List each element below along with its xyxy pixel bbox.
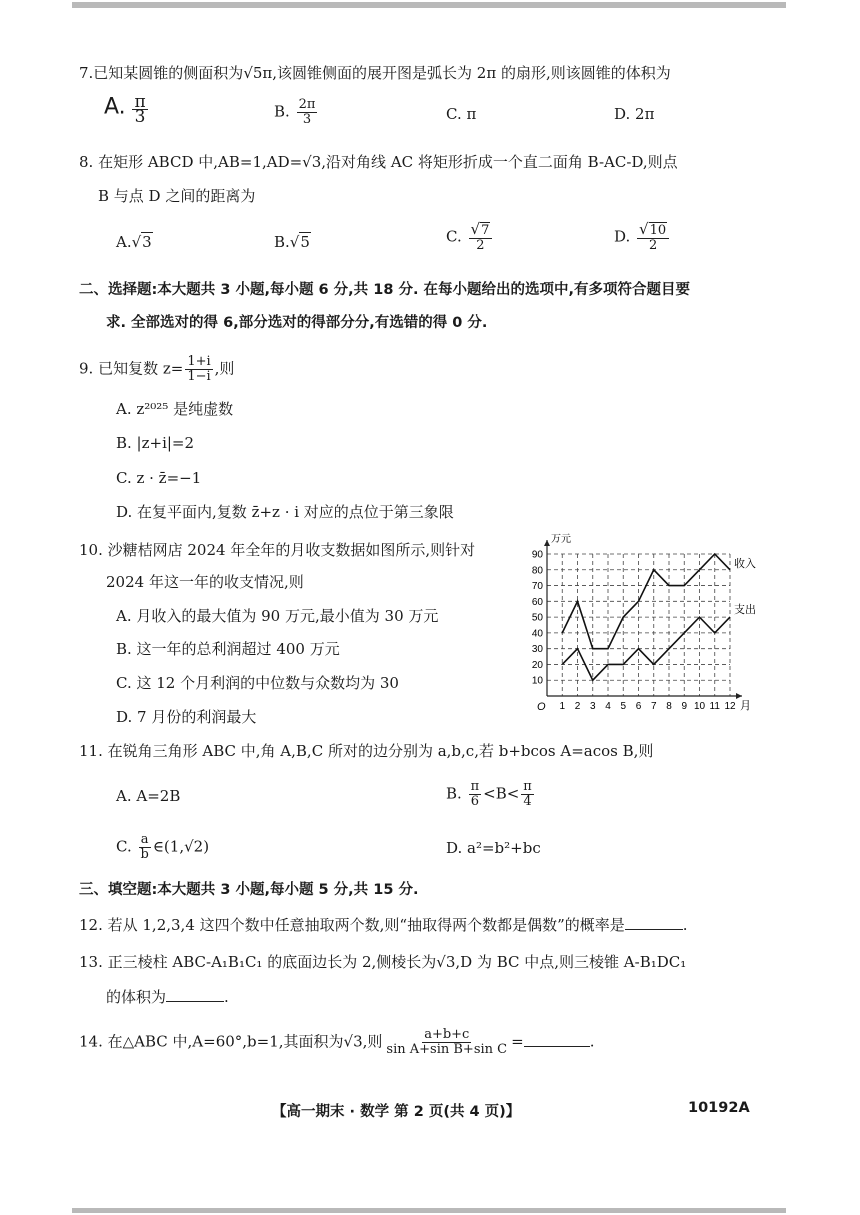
- q8-option-d-fraction: $\frac{√10}{2}$: [637, 222, 669, 253]
- y-tick-label: 60: [531, 596, 543, 608]
- y-axis-title: 万元: [551, 534, 571, 545]
- page-footer-code: 10192A: [688, 1100, 750, 1116]
- q7-option-b: B. $\frac{2\pi}{3}$: [274, 97, 316, 127]
- x-axis-title: 月: [740, 700, 751, 712]
- top-scan-border: [72, 2, 786, 8]
- section3-heading: 三、填空题:本大题共 3 小题,每小题 5 分,共 15 分.: [79, 882, 419, 898]
- q7-option-a-fraction: $\frac{\pi}{3}$: [134, 92, 146, 127]
- q8-option-b: B.√5: [274, 233, 310, 251]
- q11-option-a: A. A=2B: [116, 787, 181, 805]
- q10-stem-line1: 10. 沙糖桔网店 2024 年全年的月收支数据如图所示,则针对: [79, 541, 476, 559]
- x-tick-label: 7: [650, 701, 657, 712]
- y-tick-label: 20: [531, 659, 543, 671]
- q12-stem: 12. 若从 1,2,3,4 这四个数中任意抽取两个数,则“抽取得两个数都是偶数”的概率是 .: [79, 916, 688, 934]
- q11-option-b: B. $\frac{\pi}{6}$ <B< $\frac{\pi}{4}$: [446, 779, 532, 809]
- bottom-scan-border: [72, 1208, 786, 1213]
- page-footer-title: 【高一期末 · 数学 第 2 页(共 4 页)】: [272, 1104, 521, 1120]
- q7-option-c: C. π: [446, 105, 477, 123]
- q10-option-c: C. 这 12 个月利润的中位数与众数均为 30: [116, 674, 399, 692]
- q7-option-d: D. 2π: [614, 105, 655, 123]
- q10-option-d: D. 7 月份的利润最大: [116, 708, 257, 726]
- x-tick-label: 12: [724, 701, 736, 712]
- x-tick-label: 3: [589, 701, 596, 712]
- y-tick-label: 90: [531, 549, 543, 561]
- q11-stem: 11. 在锐角三角形 ABC 中,角 A,B,C 所对的边分别为 a,b,c,若 b+bcos A=acos B,则: [79, 742, 654, 760]
- q13-stem-line2: 的体积为 .: [106, 988, 229, 1006]
- y-tick-label: 30: [531, 644, 543, 656]
- q7-stem: 7.已知某圆锥的侧面积为√5π,该圆锥侧面的展开图是弧长为 2π 的扇形,则该圆锥的体积为: [79, 64, 671, 82]
- x-tick-label: 10: [693, 701, 706, 712]
- section2-heading-line1: 二、选择题:本大题共 3 小题,每小题 6 分,共 18 分. 在每小题给出的选项中,有多项符合题目要: [79, 282, 691, 298]
- q9-stem: 9. 已知复数 z= $\frac{1+i}{1-i}$ ,则: [79, 354, 235, 384]
- y-tick-label: 40: [531, 628, 543, 640]
- x-tick-label: 11: [709, 701, 720, 712]
- origin-label: O: [537, 701, 546, 713]
- y-tick-label: 70: [531, 581, 543, 593]
- x-tick-label: 8: [666, 701, 672, 712]
- x-tick-label: 1: [559, 701, 566, 712]
- y-tick-label: 10: [531, 675, 543, 687]
- q14-fraction: $\frac{a+b+c}{\text{sin A+sin B+sin C}}$: [386, 1027, 508, 1057]
- q11-option-c: C. $\frac{a}{b}$ ∈(1,√2): [116, 832, 210, 862]
- x-tick-label: 6: [635, 701, 642, 712]
- x-tick-label: 2: [574, 701, 581, 712]
- q8-option-d: D. $\frac{√10}{2}$: [614, 222, 671, 253]
- q11-option-d: D. a²=b²+bc: [446, 839, 541, 857]
- q11-b-right-fraction: $\frac{\pi}{4}$: [523, 779, 532, 809]
- y-tick-label: 80: [531, 565, 543, 577]
- y-axis-arrow: [544, 540, 550, 546]
- q10-stem-line2: 2024 年这一年的收支情况,则: [106, 573, 304, 591]
- q11-c-fraction: $\frac{a}{b}$: [140, 832, 149, 862]
- x-axis-arrow: [736, 693, 742, 699]
- x-tick-label: 9: [681, 701, 688, 712]
- y-tick-label: 50: [531, 612, 543, 624]
- q9-option-d: D. 在复平面内,复数 z̄+z · i 对应的点位于第三象限: [116, 503, 454, 521]
- x-tick-label: 4: [605, 701, 611, 712]
- q8-option-c-fraction: $\frac{√7}{2}$: [469, 222, 493, 253]
- q11-b-left-fraction: $\frac{\pi}{6}$: [470, 779, 480, 809]
- x-tick-label: 5: [620, 701, 627, 712]
- q9-fraction: $\frac{1+i}{1-i}$: [187, 354, 211, 384]
- q14-stem: 14. 在△ABC 中,A=60°,b=1,其面积为√3,则 $\frac{a+b+c}{\text{sin A+sin B+sin C}}$ = .: [79, 1027, 595, 1057]
- q8-stem-line2: B 与点 D 之间的距离为: [98, 187, 256, 205]
- income-expense-line-chart: [525, 530, 775, 720]
- q8-option-a: A.√3: [116, 233, 152, 251]
- series-label-1: 支出: [734, 604, 756, 617]
- q7-option-a-letter: A.: [104, 94, 126, 120]
- q14-answer-blank[interactable]: [524, 1032, 590, 1047]
- q8-stem-line1: 8. 在矩形 ABCD 中,AB=1,AD=√3,沿对角线 AC 将矩形折成一个直二面角 B-AC-D,则点: [79, 153, 678, 171]
- q8-option-c: C. $\frac{√7}{2}$: [446, 222, 494, 253]
- series-label-0: 收入: [734, 557, 756, 570]
- q10-option-b: B. 这一年的总利润超过 400 万元: [116, 640, 340, 658]
- q7-option-a: [104, 92, 150, 127]
- q12-answer-blank[interactable]: [625, 915, 683, 930]
- q10-option-a: A. 月收入的最大值为 90 万元,最小值为 30 万元: [116, 607, 439, 625]
- q7-option-b-fraction: $\frac{2\pi}{3}$: [298, 97, 316, 127]
- q9-option-a: A. z²⁰²⁵ 是纯虚数: [116, 400, 234, 418]
- q9-option-b: B. |z+i|=2: [116, 434, 195, 452]
- q9-option-c: C. z · z̄=−1: [116, 469, 202, 487]
- section2-heading-line2: 求. 全部选对的得 6,部分选对的得部分分,有选错的得 0 分.: [106, 315, 488, 331]
- q13-answer-blank[interactable]: [166, 987, 224, 1002]
- q13-stem-line1: 13. 正三棱柱 ABC-A₁B₁C₁ 的底面边长为 2,侧棱长为√3,D 为 BC 中点,则三棱锥 A-B₁DC₁: [79, 953, 687, 971]
